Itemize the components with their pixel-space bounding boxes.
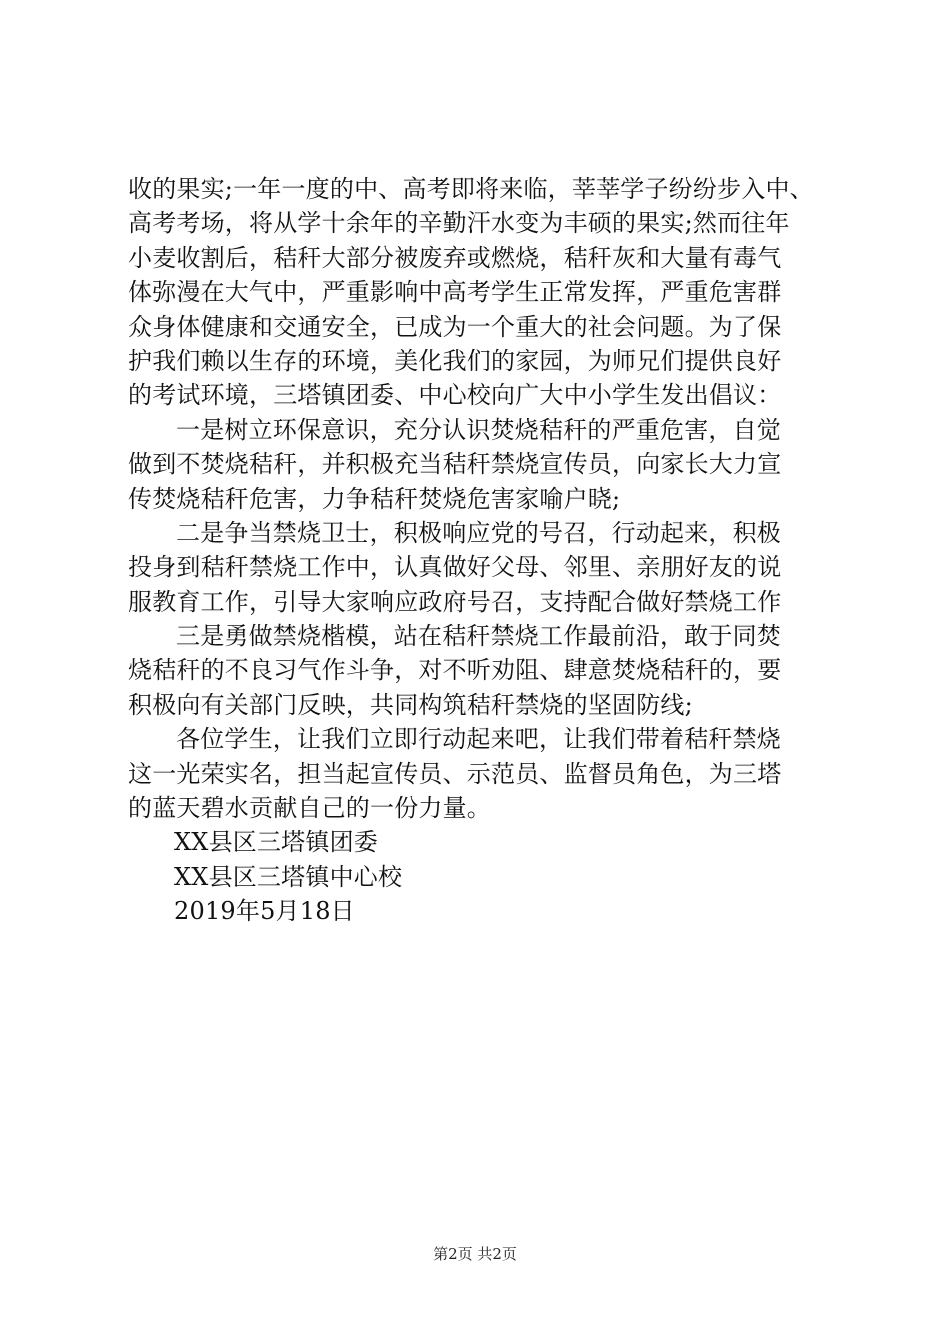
- body-line: 投身到秸秆禁烧工作中，认真做好父母、邻里、亲朋好友的说: [128, 553, 782, 582]
- signature-organization: XX县区三塔镇中心校: [174, 862, 403, 891]
- body-line: 烧秸秆的不良习气作斗争，对不听劝阻、肆意焚烧秸秆的，要: [128, 656, 782, 685]
- body-line: 众身体健康和交通安全，已成为一个重大的社会问题。为了保: [128, 312, 782, 341]
- body-line: 小麦收割后，秸秆大部分被废弃或燃烧，秸秆灰和大量有毒气: [128, 243, 782, 272]
- document-body: [128, 172, 848, 929]
- paragraph-first-line: 三是勇做禁烧楷模，站在秸秆禁烧工作最前沿，敢于同焚: [176, 622, 781, 651]
- body-line: 体弥漫在大气中，严重影响中高考学生正常发挥，严重危害群: [128, 278, 782, 307]
- body-line: 做到不焚烧秸秆，并积极充当秸秆禁烧宣传员，向家长大力宣: [128, 450, 782, 479]
- page-footer: [0, 1244, 950, 1264]
- body-line: 积极向有关部门反映，共同构筑秸秆禁烧的坚固防线;: [128, 690, 693, 719]
- body-line: 护我们赖以生存的环境，美化我们的家园，为师兄们提供良好: [128, 346, 782, 375]
- paragraph-first-line: 一是树立环保意识，充分认识焚烧秸秆的严重危害，自觉: [176, 415, 781, 444]
- body-line: 传焚烧秸秆危害，力争秸秆焚烧危害家喻户晓;: [128, 484, 621, 513]
- body-line: 的蓝天碧水贡献自己的一份力量。: [128, 794, 491, 823]
- signature-date: 2019年5月18日: [174, 897, 355, 926]
- page-number-label: 第2页 共2页: [433, 1245, 517, 1263]
- body-line: 的考试环境，三塔镇团委、中心校向广大中小学生发出倡议：: [128, 381, 782, 410]
- paragraph-first-line: 二是争当禁烧卫士，积极响应党的号召，行动起来，积极: [176, 518, 781, 547]
- body-line: 服教育工作，引导大家响应政府号召，支持配合做好禁烧工作: [128, 587, 782, 616]
- paragraph-first-line: 各位学生，让我们立即行动起来吧，让我们带着秸秆禁烧: [176, 725, 781, 754]
- body-line: 高考考场，将从学十余年的辛勤汗水变为丰硕的果实;然而往年: [128, 209, 790, 238]
- body-line: 收的果实;一年一度的中、高考即将来临，莘莘学子纷纷步入中、: [128, 175, 814, 203]
- signature-organization: XX县区三塔镇团委: [174, 828, 378, 857]
- body-line: 这一光荣实名，担当起宣传员、示范员、监督员角色，为三塔: [128, 759, 782, 788]
